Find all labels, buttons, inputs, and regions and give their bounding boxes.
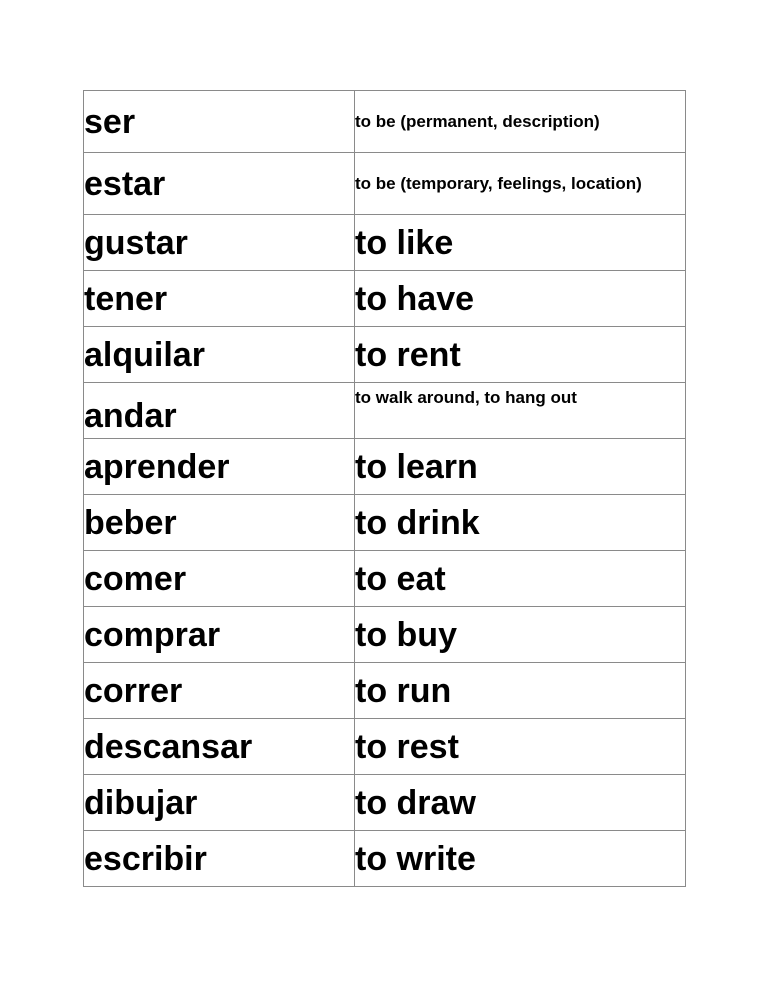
spanish-word: beber <box>84 495 355 551</box>
english-translation: to buy <box>355 607 686 663</box>
spanish-word: estar <box>84 153 355 215</box>
english-translation: to walk around, to hang out <box>355 383 686 439</box>
spanish-word: tener <box>84 271 355 327</box>
spanish-word: alquilar <box>84 327 355 383</box>
spanish-word: comprar <box>84 607 355 663</box>
table-row <box>84 663 686 719</box>
english-translation: to write <box>355 831 686 887</box>
table-row <box>84 831 686 887</box>
spanish-word: aprender <box>84 439 355 495</box>
spanish-word: comer <box>84 551 355 607</box>
table-row <box>84 719 686 775</box>
table-row <box>84 551 686 607</box>
english-translation: to run <box>355 663 686 719</box>
spanish-word: correr <box>84 663 355 719</box>
table-row <box>84 215 686 271</box>
spanish-word: escribir <box>84 831 355 887</box>
table-row <box>84 327 686 383</box>
english-translation: to be (temporary, feelings, location) <box>355 153 686 215</box>
english-translation: to be (permanent, description) <box>355 91 686 153</box>
spanish-word: andar <box>84 383 355 439</box>
spanish-word: dibujar <box>84 775 355 831</box>
table-row <box>84 607 686 663</box>
english-translation: to draw <box>355 775 686 831</box>
table-row <box>84 439 686 495</box>
table-row <box>84 383 686 439</box>
table-row <box>84 271 686 327</box>
english-translation: to drink <box>355 495 686 551</box>
english-translation: to rest <box>355 719 686 775</box>
english-translation: to have <box>355 271 686 327</box>
vocabulary-table <box>83 90 686 887</box>
table-row <box>84 775 686 831</box>
spanish-word: gustar <box>84 215 355 271</box>
table-row <box>84 91 686 153</box>
english-translation: to learn <box>355 439 686 495</box>
english-translation: to rent <box>355 327 686 383</box>
spanish-word: ser <box>84 91 355 153</box>
english-translation: to like <box>355 215 686 271</box>
table-row <box>84 153 686 215</box>
spanish-word: descansar <box>84 719 355 775</box>
table-row <box>84 495 686 551</box>
english-translation: to eat <box>355 551 686 607</box>
